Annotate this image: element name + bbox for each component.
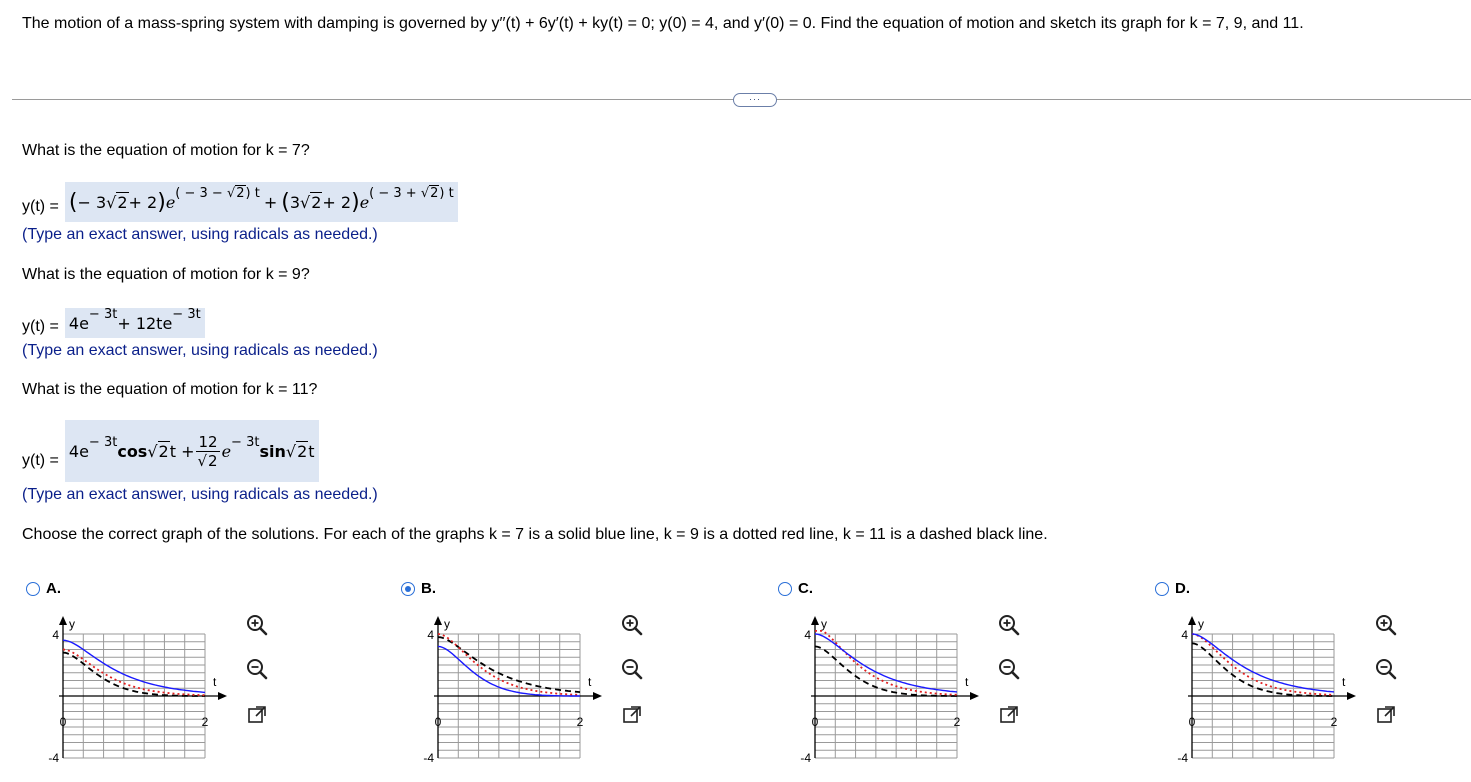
term: t (308, 441, 315, 461)
popout-icon[interactable] (619, 702, 645, 728)
radio-button[interactable] (26, 582, 40, 596)
tick-label-0: 0 (434, 715, 442, 729)
zoom-out-icon[interactable] (996, 656, 1022, 682)
sin-label: sin (259, 441, 286, 461)
hint-k7: (Type an exact answer, using radicals as needed.) (22, 226, 378, 243)
term: t + (169, 441, 195, 461)
option-c[interactable] (778, 580, 813, 597)
answer-row-k7 (22, 182, 458, 222)
radio-button[interactable] (1155, 582, 1169, 596)
tick-label-2: 2 (201, 715, 209, 729)
lhs-label: y(t) = (22, 452, 59, 469)
tick-label-4: 4 (427, 628, 434, 642)
exponent: ( − 3 − √2) t (175, 185, 260, 201)
exponent: − 3t (172, 306, 201, 322)
t-axis-arrow (593, 692, 602, 700)
answer-box-k11[interactable]: 4e − 3t cos √2 t + $\frac{12}{√2}$ e − 3t sin √2 t (65, 420, 319, 482)
option-letter: D. (1175, 580, 1190, 597)
graph-option-b (411, 610, 621, 770)
tick-label-neg4: -4 (1177, 751, 1188, 765)
coef: + 2 (322, 192, 352, 212)
hint-k11: (Type an exact answer, using radicals as needed.) (22, 486, 378, 503)
curve-k9-dotted (815, 631, 957, 695)
term: 4e (68, 313, 89, 333)
option-letter: C. (798, 580, 813, 597)
term: 4e (68, 441, 89, 461)
zoom-in-icon[interactable] (1373, 612, 1399, 638)
tick-label-neg4: -4 (423, 751, 434, 765)
tick-label-2: 2 (1330, 715, 1338, 729)
y-axis-arrow (59, 616, 67, 625)
coef: 3 (289, 192, 301, 212)
question-k7: What is the equation of motion for k = 7? (22, 142, 310, 159)
problem-statement: The motion of a mass-spring system with damping is governed by y′′(t) + 6y′(t) + ky(t) = 0; y(0) = 4, and y′(0) = 0. Find the equation of motion and sketch its graph for k = 7, 9, and 11. (22, 15, 1304, 32)
zoom-out-icon[interactable] (244, 656, 270, 682)
answer-row-k9 (22, 308, 205, 338)
lhs-label: y(t) = (22, 318, 59, 335)
t-axis-label: t (965, 675, 969, 689)
tick-label-4: 4 (804, 628, 811, 642)
curve-k9-dotted (438, 634, 580, 695)
option-letter: A. (46, 580, 61, 597)
zoom-in-icon[interactable] (244, 612, 270, 638)
tick-label-neg4: -4 (48, 751, 59, 765)
t-axis-arrow (970, 692, 979, 700)
popout-icon[interactable] (244, 702, 270, 728)
y-axis-arrow (811, 616, 819, 625)
tick-label-0: 0 (1188, 715, 1196, 729)
tick-label-4: 4 (52, 628, 59, 642)
curve-k7-solid (63, 640, 205, 692)
coef: + 2 (128, 192, 158, 212)
fraction: $\frac{12}{√2}$ (197, 432, 218, 470)
option-letter: B. (421, 580, 436, 597)
more-button[interactable]: ··· (733, 93, 777, 107)
graph-option-c (788, 610, 998, 770)
hint-k9: (Type an exact answer, using radicals as needed.) (22, 342, 378, 359)
zoom-in-icon[interactable] (996, 612, 1022, 638)
plus: + (263, 192, 278, 212)
radio-button[interactable] (778, 582, 792, 596)
answer-box-k7[interactable]: ( − 3 √2 + 2 ) e ( − 3 − √2) t + ( 3 √2 + 2 ) e ( − 3 + √2) t (65, 182, 458, 222)
y-axis-arrow (1188, 616, 1196, 625)
e-symbol: e (165, 192, 176, 212)
t-axis-label: t (588, 675, 592, 689)
y-axis-label: y (1198, 617, 1204, 631)
y-axis-label: y (444, 617, 450, 631)
term: + 12te (117, 313, 173, 333)
zoom-out-icon[interactable] (619, 656, 645, 682)
y-axis-label: y (69, 617, 75, 631)
option-d[interactable] (1155, 580, 1190, 597)
t-axis-label: t (1342, 675, 1346, 689)
t-axis-label: t (213, 675, 217, 689)
exponent: − 3t (231, 434, 260, 450)
exponent: ( − 3 + √2) t (369, 185, 454, 201)
cos-label: cos (117, 441, 148, 461)
t-axis-arrow (218, 692, 227, 700)
zoom-in-icon[interactable] (619, 612, 645, 638)
graph-option-d (1165, 610, 1375, 770)
radio-button[interactable] (401, 582, 415, 596)
question-k9: What is the equation of motion for k = 9? (22, 266, 310, 283)
tick-label-2: 2 (576, 715, 584, 729)
popout-icon[interactable] (1373, 702, 1399, 728)
tick-label-4: 4 (1181, 628, 1188, 642)
tick-label-2: 2 (953, 715, 961, 729)
y-axis-label: y (821, 617, 827, 631)
tick-label-0: 0 (59, 715, 67, 729)
curve-k9-dotted (1192, 634, 1334, 695)
t-axis-arrow (1347, 692, 1356, 700)
paren: ( (68, 189, 78, 215)
radicand: 2 (117, 192, 128, 212)
popout-icon[interactable] (996, 702, 1022, 728)
tick-label-neg4: -4 (800, 751, 811, 765)
zoom-out-icon[interactable] (1373, 656, 1399, 682)
curve-k7-solid (1192, 634, 1334, 692)
exponent: − 3t (88, 306, 118, 322)
lhs-label: y(t) = (22, 198, 59, 215)
y-axis-arrow (434, 616, 442, 625)
graph-option-a (36, 610, 246, 770)
answer-row-k11 (22, 420, 319, 482)
option-b[interactable] (401, 580, 436, 597)
exponent: − 3t (88, 434, 118, 450)
graph-prompt: Choose the correct graph of the solutions. For each of the graphs k = 7 is a solid blue line, k = 9 is a dotted red line, k = 11 is a dashed black line. (22, 526, 1048, 543)
answer-box-k9[interactable] (65, 308, 205, 338)
tick-label-0: 0 (811, 715, 819, 729)
coef: − 3 (77, 192, 107, 212)
option-a[interactable] (26, 580, 61, 597)
question-k11: What is the equation of motion for k = 11? (22, 381, 318, 398)
